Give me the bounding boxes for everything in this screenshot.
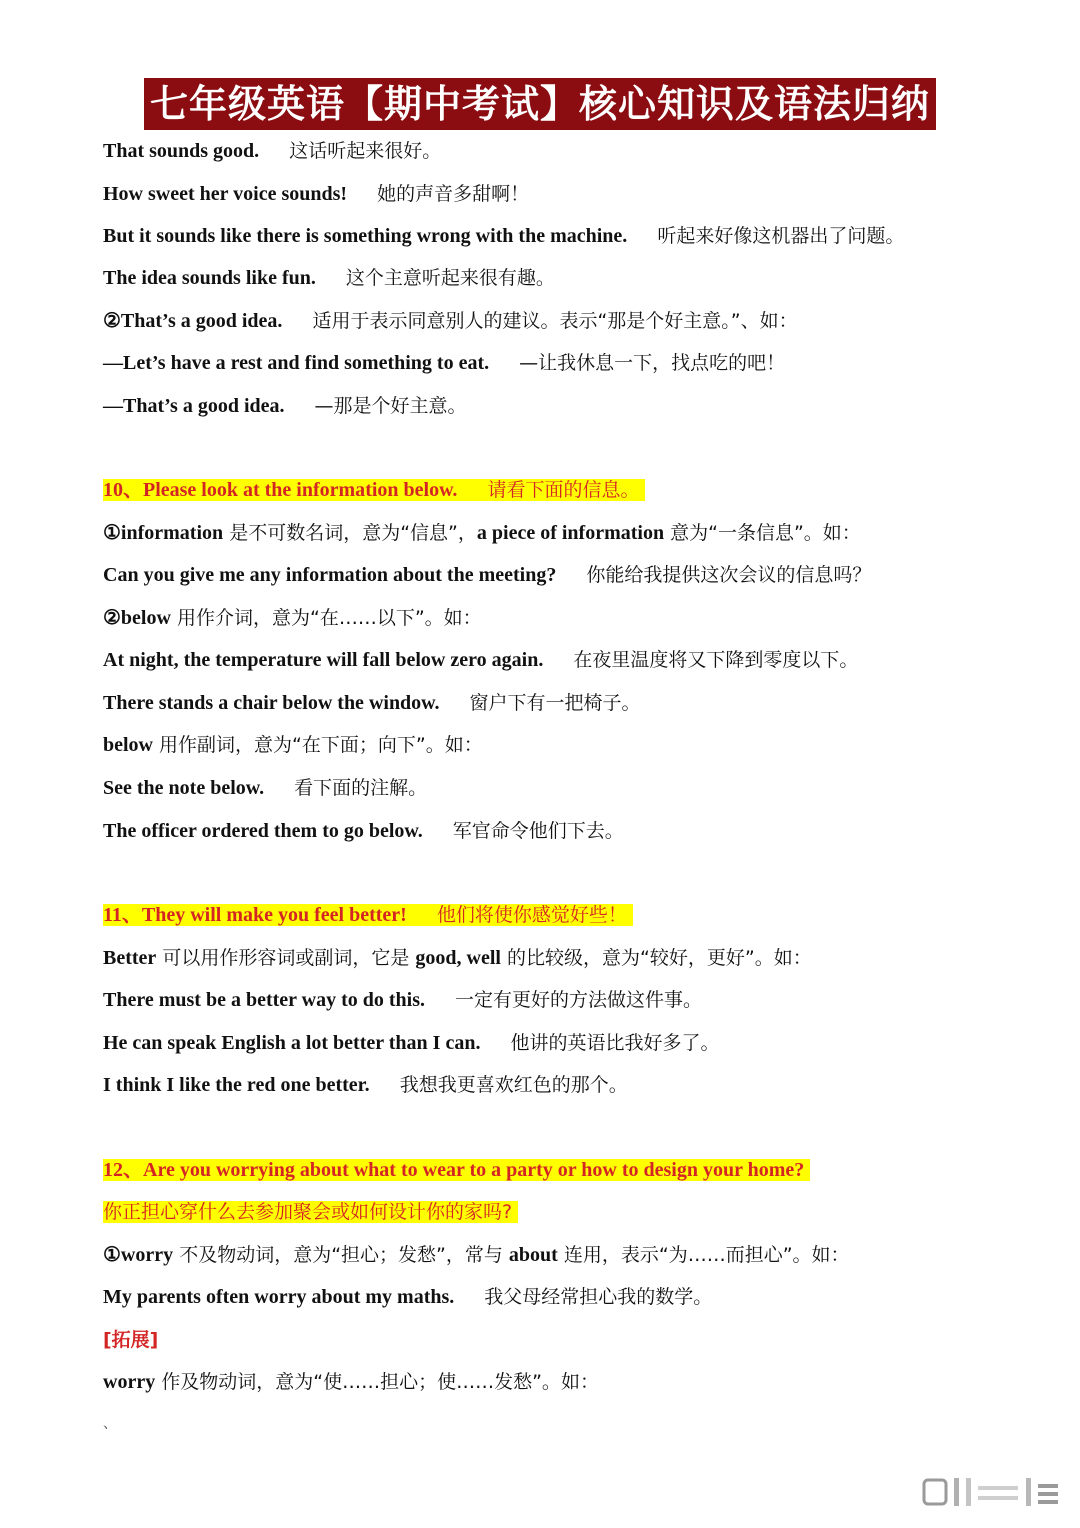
- example-line: See the note below. 看下面的注解。: [103, 777, 428, 799]
- rule-line: ①information 是不可数名词，意为“信息”，a piece of information 意为“一条信息”。如：: [103, 522, 861, 544]
- title-banner: [0, 78, 1080, 130]
- rule-line: worry 作及物动词，意为“使……担心；使……发愁”。如：: [103, 1371, 599, 1393]
- example-line: The idea sounds like fun. 这个主意听起来很有趣。: [103, 267, 555, 289]
- example-line: He can speak English a lot better than I can. 他讲的英语比我好多了。: [103, 1032, 720, 1054]
- dialog-line: —Let’s have a rest and find something to eat. —让我休息一下，找点吃的吧！: [103, 352, 786, 374]
- example-line: At night, the temperature will fall below zero again. 在夜里温度将又下降到零度以下。: [103, 649, 859, 671]
- rule-line: below 用作副词，意为“在下面；向下”。如：: [103, 734, 483, 756]
- dialog-line: —That’s a good idea. —那是个好主意。: [103, 395, 467, 417]
- example-line: There must be a better way to do this. 一定有更好的方法做这件事。: [103, 989, 703, 1011]
- rule-line: ①worry 不及物动词，意为“担心；发愁”，常与 about 连用，表示“为……而担心”。如：: [103, 1244, 850, 1266]
- rule-line: ②below 用作介词，意为“在……以下”。如：: [103, 607, 482, 629]
- example-line: I think I like the red one better. 我想我更喜欢红色的那个。: [103, 1074, 628, 1096]
- example-line: The officer ordered them to go below. 军官命令他们下去。: [103, 820, 624, 842]
- section-11-heading: 11、They will make you feel better! 他们将使你感觉好些！: [103, 901, 633, 929]
- example-line: That sounds good. 这话听起来很好。: [103, 140, 442, 162]
- rule-line: ②That’s a good idea. 适用于表示同意别人的建议。表示“那是个好主意。”、如：: [103, 310, 798, 332]
- section-10-heading: 10、Please look at the information below. 请看下面的信息。: [103, 476, 645, 504]
- watermark-logo-icon: [922, 1472, 1062, 1512]
- rule-line: Better 可以用作形容词或副词，它是 good, well 的比较级，意为“较好，更好”。如：: [103, 947, 812, 969]
- example-line: But it sounds like there is something wrong with the machine. 听起来好像这机器出了问题。: [103, 225, 905, 247]
- section-12-heading-zh: 你正担心穿什么去参加聚会或如何设计你的家吗?: [103, 1198, 518, 1226]
- extension-tag: [拓展]: [103, 1329, 159, 1351]
- example-line: Can you give me any information about the meeting? 你能给我提供这次会议的信息吗？: [103, 564, 872, 586]
- example-line: How sweet her voice sounds! 她的声音多甜啊！: [103, 183, 530, 205]
- page-title: 七年级英语【期中考试】核心知识及语法归纳: [144, 78, 936, 130]
- example-line: My parents often worry about my maths. 我父母经常担心我的数学。: [103, 1286, 713, 1308]
- section-12-heading: 12、Are you worrying about what to wear to a party or how to design your home?: [103, 1156, 810, 1184]
- example-line: There stands a chair below the window. 窗户下有一把椅子。: [103, 692, 641, 714]
- stray-mark: 、: [103, 1416, 117, 1432]
